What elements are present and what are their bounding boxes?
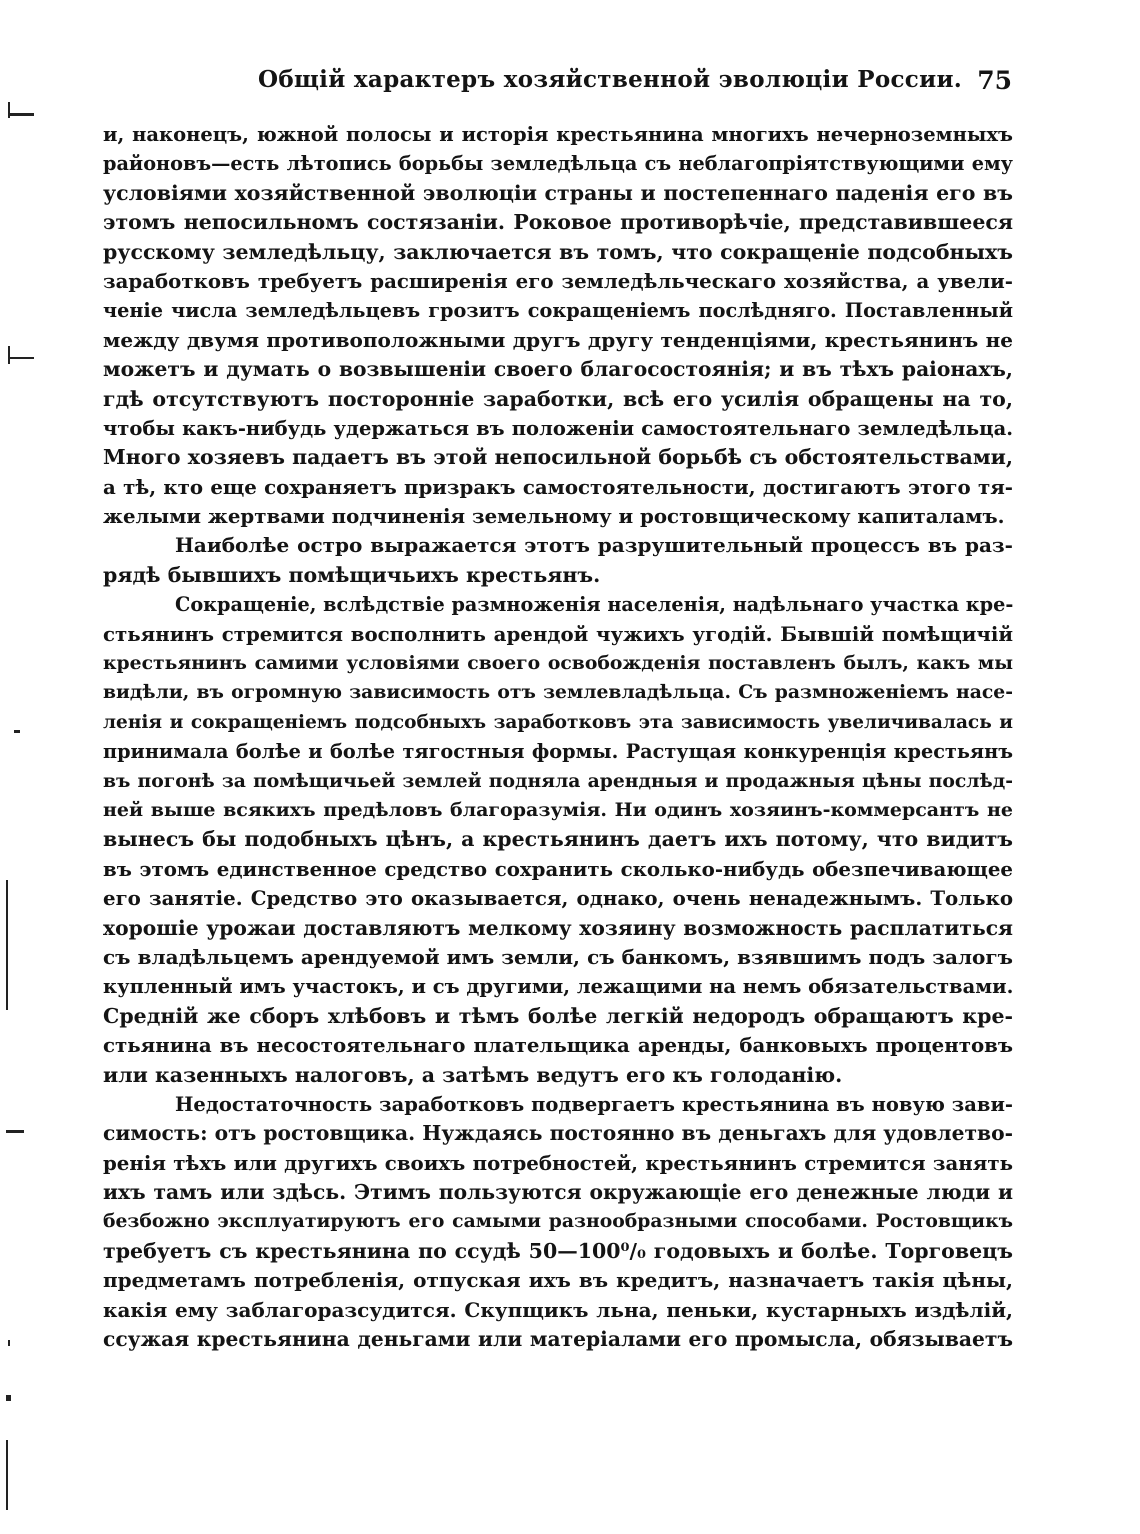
text-line: стьянина въ несостоятельнаго плательщика аренды, банковыхъ процентовъ [103,1033,1013,1058]
text-line: ссужая крестьянина деньгами или матеріалами его промысла, обязываетъ [103,1327,1013,1352]
text-line: требуетъ съ крестьянина по ссудѣ 50—100⁰/₀ годовыхъ и болѣе. Торговецъ [103,1238,1013,1263]
text-line: Недостаточность заработковъ подвергаетъ крестьянина въ новую зави- [175,1092,1013,1116]
text-line: хорошіе урожаи доставляютъ мелкому хозяину возможность расплатиться [103,915,1013,940]
text-line: его занятіе. Средство это оказывается, однако, очень ненадежнымъ. Только [103,886,1013,911]
running-title: Общій характеръ хозяйственной эволюціи России. [258,66,963,93]
page-header [100,66,1012,106]
text-line: ченіе числа земледѣльцевъ грозитъ сокращеніемъ послѣдняго. Поставленный [103,299,1013,323]
text-line: принимала болѣе и болѣе тягостныя формы. Растущая конкуренція крестьянъ [103,740,1013,764]
text-line: желыми жертвами подчиненія земельному и ростовщическому капиталамъ. [103,504,1005,529]
text-line: заработковъ требуетъ расширенія его земледѣльческаго хозяйства, а увели- [103,268,1013,293]
text-line: Средній же сборъ хлѣбовъ и тѣмъ болѣе легкій недородъ обращаютъ кре- [103,1003,1013,1028]
body-text [103,120,1013,1354]
text-line: Много хозяевъ падаетъ въ этой непосильной борьбѣ съ обстоятельствами, [103,445,1013,470]
text-line: Наиболѣе остро выражается этотъ разрушительный процессъ въ раз- [175,533,1013,558]
text-line: чтобы какъ-нибудь удержаться въ положеніи самостоятельнаго земледѣльца. [103,416,1013,440]
text-line: можетъ и думать о возвышеніи своего благосостоянія; и въ тѣхъ раіонахъ, [103,357,1013,382]
text-line: какія ему заблагоразсудится. Скупщикъ льна, пеньки, кустарныхъ издѣлій, [103,1297,1013,1322]
page-number: 75 [977,66,1012,95]
scan-margin-marks [0,0,40,1534]
text-line: условіями хозяйственной эволюціи страны и постепеннаго паденія его въ [103,180,1013,205]
text-line: гдѣ отсутствуютъ посторонніе заработки, всѣ его усилія обращены на то, [103,386,1013,411]
text-line: съ владѣльцемъ арендуемой имъ земли, съ банкомъ, взявшимъ подъ залогъ [103,944,1013,969]
text-line: въ погонѣ за помѣщичьей землей подняла арендныя и продажныя цѣны послѣд- [103,769,1013,792]
text-line: крестьянинъ самими условіями своего освобожденія поставленъ былъ, какъ мы [103,652,1013,675]
text-line: или казенныхъ налоговъ, а затѣмъ ведутъ его къ голоданію. [103,1062,843,1087]
text-line: купленный имъ участокъ, и съ другими, лежащими на немъ обязательствами. [103,975,1013,999]
text-line: ленія и сокращеніемъ подсобныхъ заработковъ эта зависимость увеличивалась и [103,711,1013,733]
text-line: видѣли, въ огромную зависимость отъ землевладѣльца. Съ размноженіемъ насе- [103,681,1013,704]
text-line: рядѣ бывшихъ помѣщичьихъ крестьянъ. [103,562,601,587]
text-line: и, наконецъ, южной полосы и исторія крестьянина многихъ нечерноземныхъ [103,123,1013,146]
text-line: въ этомъ единственное средство сохранить сколько-нибудь обезпечивающее [103,856,1013,881]
text-line: ихъ тамъ или здѣсь. Этимъ пользуются окружающіе его денежные люди и [103,1180,1013,1205]
text-line: предметамъ потребленія, отпуская ихъ въ кредитъ, назначаетъ такія цѣны, [103,1268,1013,1293]
text-line: этомъ непосильномъ состязаніи. Роковое противорѣчіе, представившееся [103,210,1013,235]
text-line: ренія тѣхъ или другихъ своихъ потребностей, крестьянинъ стремится занять [103,1150,1013,1175]
text-line: безбожно эксплуатируютъ его самыми разнообразными способами. Ростовщикъ [103,1210,1013,1233]
text-line: а тѣ, кто еще сохраняетъ призракъ самостоятельности, достигаютъ этого тя- [103,474,1013,499]
text-line: русскому земледѣльцу, заключается въ томъ, что сокращеніе подсобныхъ [103,239,1013,264]
text-line: симость: отъ ростовщика. Нуждаясь постоянно въ деньгахъ для удовлетво- [103,1121,1013,1146]
text-line: вынесъ бы подобныхъ цѣнъ, а крестьянинъ даетъ ихъ потому, что видитъ [103,827,1013,852]
text-line: ней выше всякихъ предѣловъ благоразумія. Ни одинъ хозяинъ-коммерсантъ не [103,798,1013,821]
text-line: между двумя противоположными другъ другу тенденціями, крестьянинъ не [103,327,1013,352]
text-line: районовъ—есть лѣтопись борьбы земледѣльца съ неблагопріятствующими ему [103,152,1013,176]
text-line: Сокращеніе, вслѣдствіе размноженія населенія, надѣльнаго участка кре- [175,593,1013,617]
text-line: стьянинъ стремится восполнить арендой чужихъ угодій. Бывшій помѣщичій [103,621,1013,646]
